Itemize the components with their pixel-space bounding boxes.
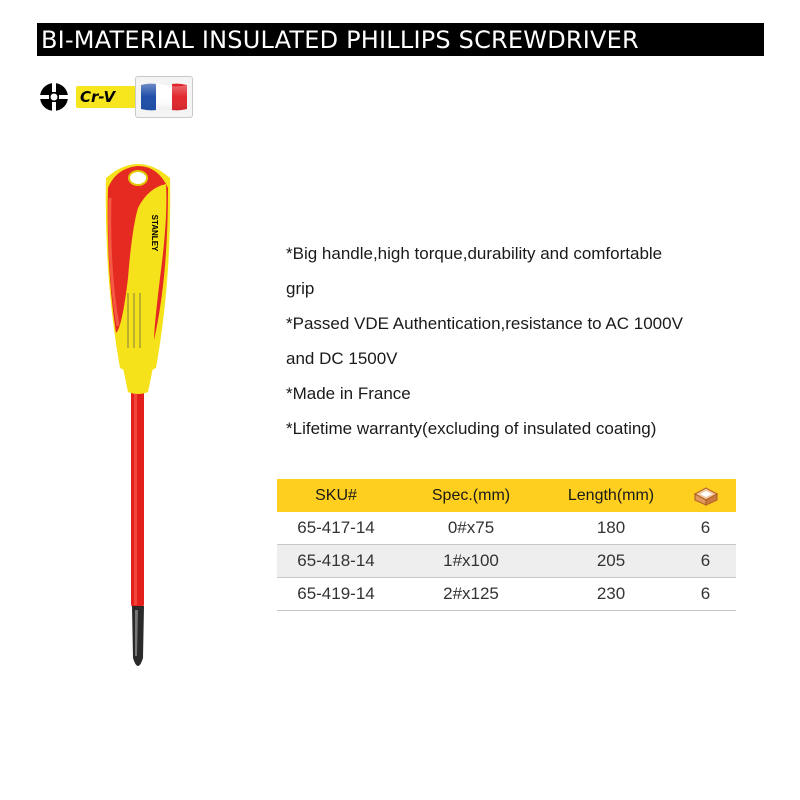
shaft [131, 388, 144, 608]
header-sku: SKU# [277, 479, 395, 512]
cell-quantity: 6 [675, 578, 736, 611]
svg-text:STANLEY: STANLEY [150, 214, 159, 252]
cell-sku: 65-418-14 [277, 545, 395, 578]
cr-v-label: Cr-V [80, 88, 116, 106]
feature-line: *Lifetime warranty(excluding of insulated coating) [286, 419, 657, 438]
table-header-row [277, 479, 736, 512]
header-quantity [675, 479, 736, 512]
france-flag-icon [135, 76, 193, 118]
title-bar [37, 23, 764, 56]
feature-list [286, 236, 756, 446]
phillips-tip [132, 606, 144, 666]
cell-quantity: 6 [675, 512, 736, 545]
cell-length: 180 [547, 512, 675, 545]
cell-quantity: 6 [675, 545, 736, 578]
feature-line: grip [286, 279, 315, 298]
cell-length: 205 [547, 545, 675, 578]
cell-sku: 65-419-14 [277, 578, 395, 611]
cell-spec: 2#x125 [395, 578, 547, 611]
table-row [277, 545, 736, 578]
cell-spec: 1#x100 [395, 545, 547, 578]
feature-line: *Passed VDE Authentication,resistance to AC 1000V [286, 314, 683, 333]
spec-table [277, 479, 736, 611]
phillips-tip-icon [37, 80, 71, 114]
feature-line: *Made in France [286, 384, 411, 403]
table-row [277, 512, 736, 545]
header-spec: Spec.(mm) [395, 479, 547, 512]
cell-sku: 65-417-14 [277, 512, 395, 545]
header-length: Length(mm) [547, 479, 675, 512]
page-title: BI-MATERIAL INSULATED PHILLIPS SCREWDRIVER [41, 26, 639, 54]
feature-line: and DC 1500V [286, 349, 398, 368]
box-quantity-icon [693, 486, 719, 506]
cell-spec: 0#x75 [395, 512, 547, 545]
feature-line: *Big handle,high torque,durability and comfortable [286, 244, 663, 263]
table-row [277, 578, 736, 611]
cell-length: 230 [547, 578, 675, 611]
screwdriver-image [98, 158, 178, 678]
